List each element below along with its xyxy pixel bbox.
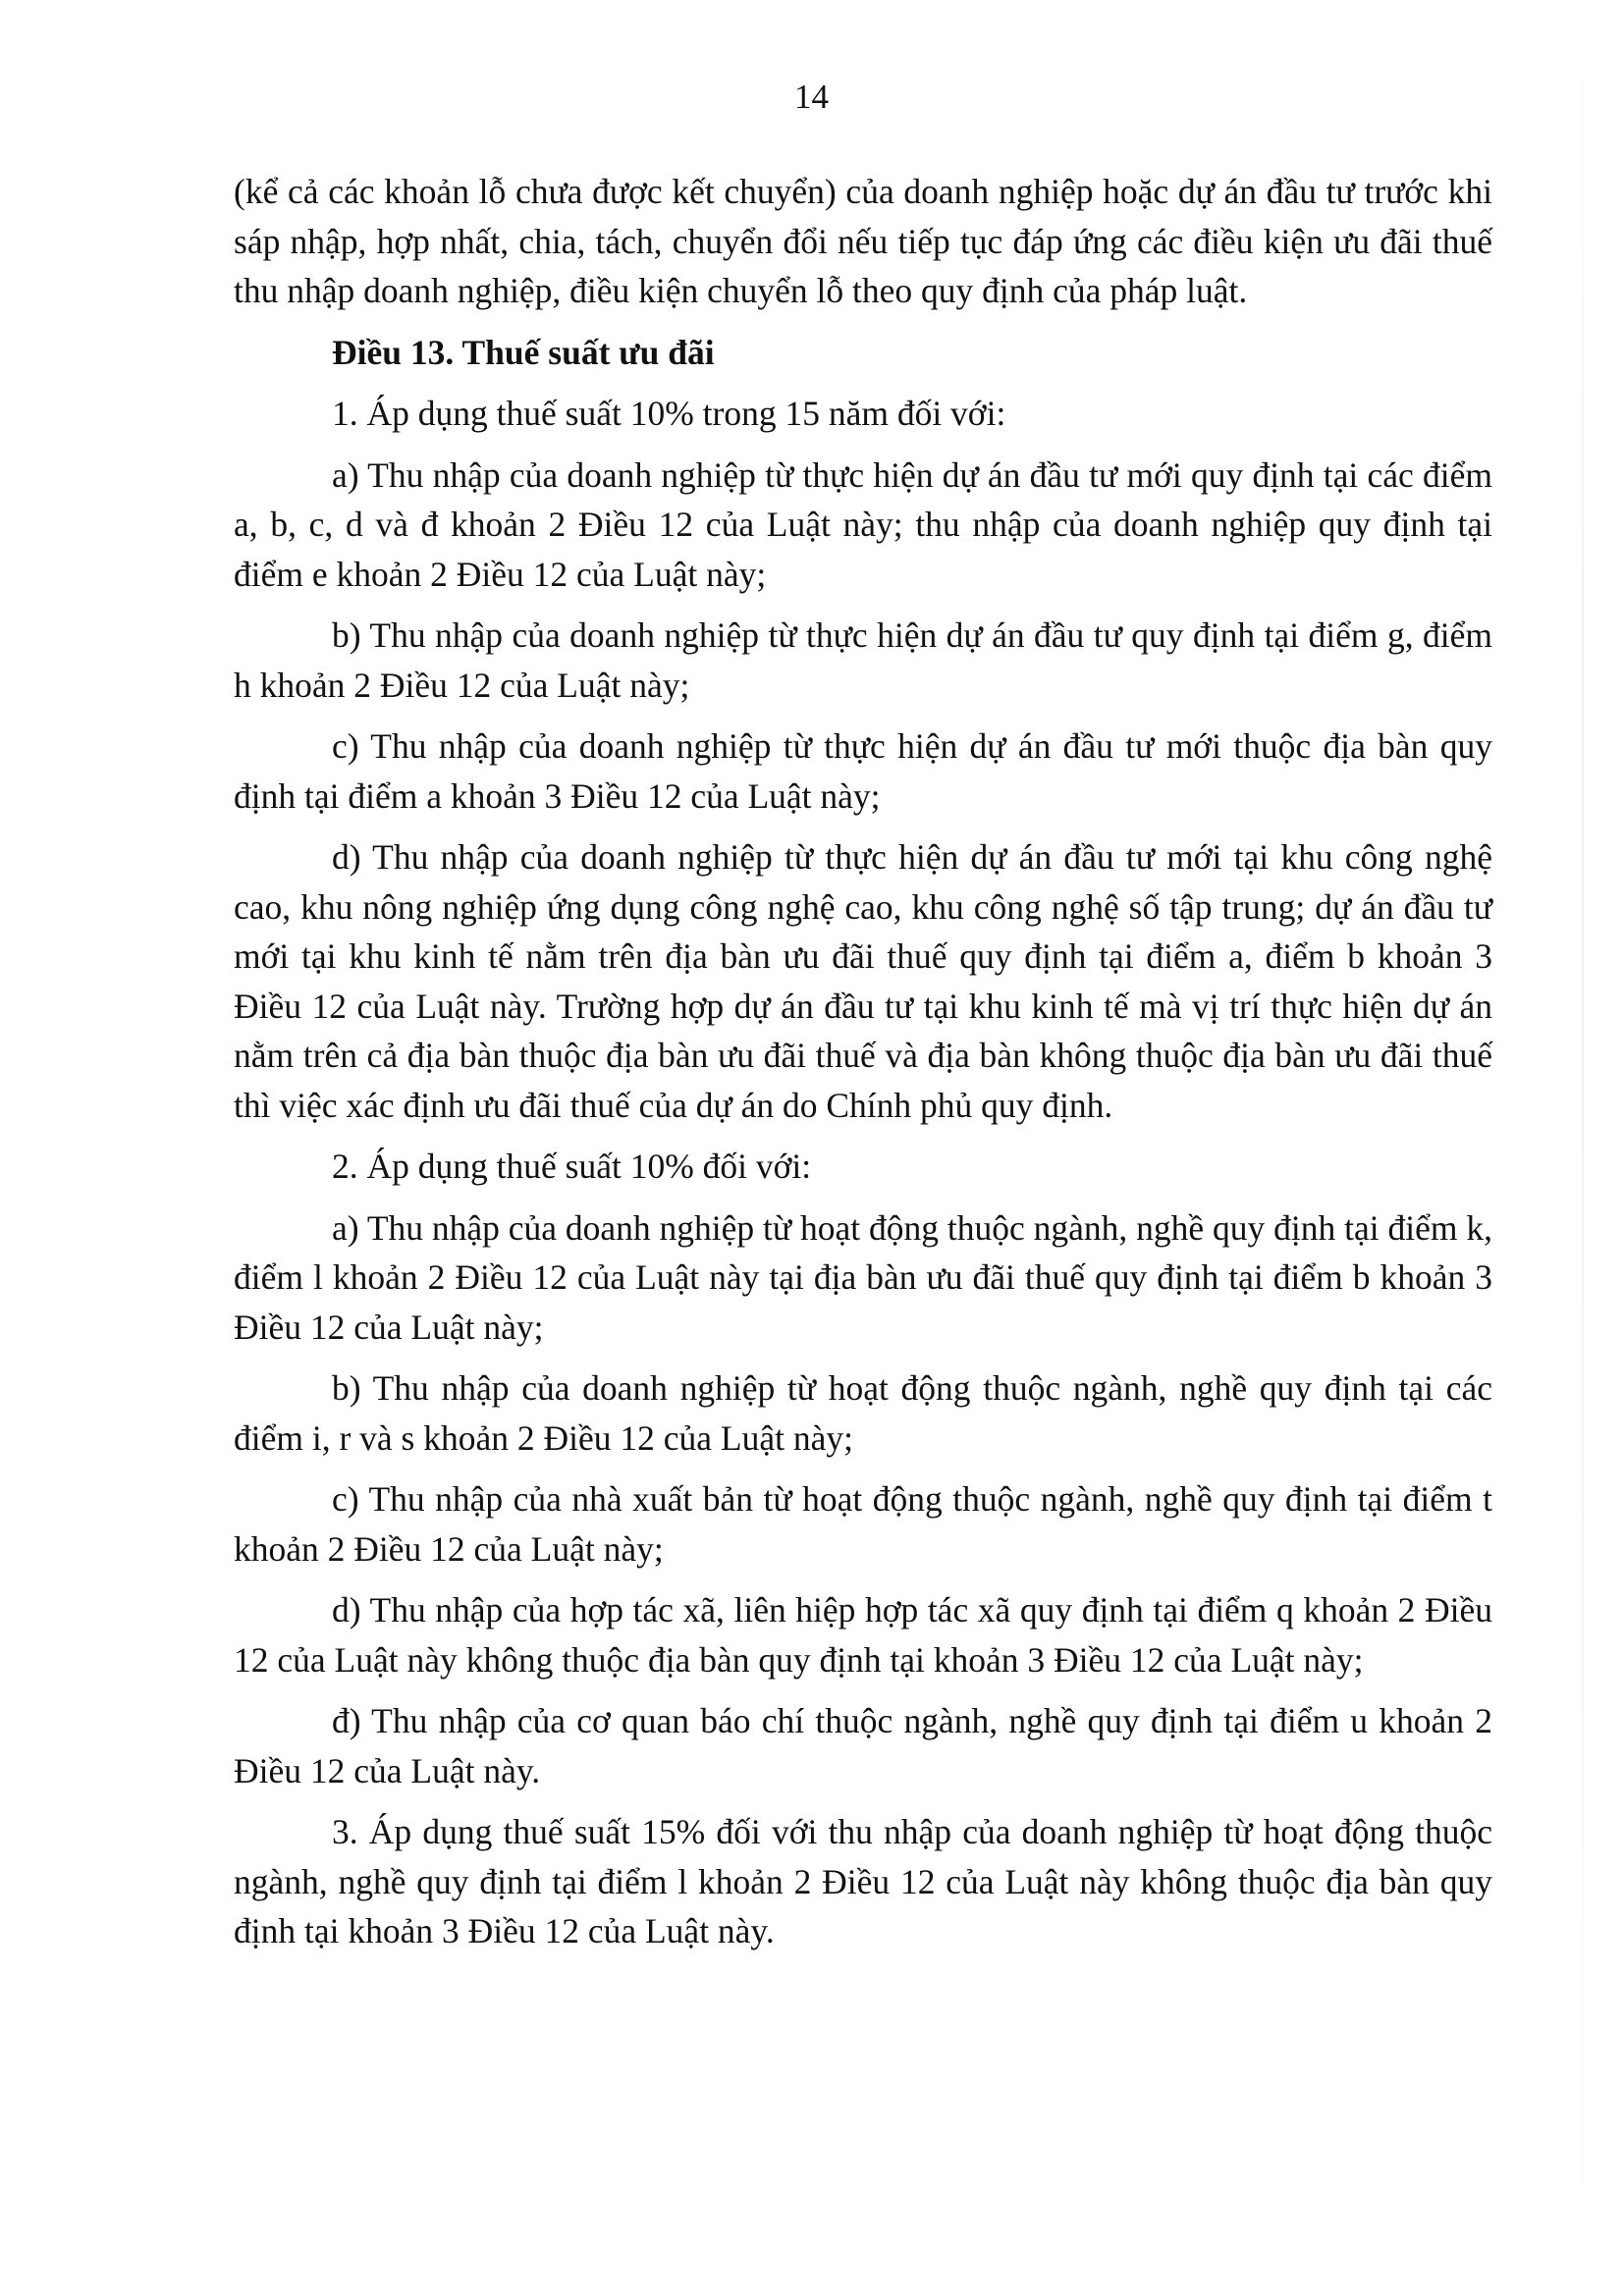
clause-1-point-a: a) Thu nhập của doanh nghiệp từ thực hiện dự án đầu tư mới quy định tại các điểm a, b, c, d và đ khoản 2 Điều 12 của Luật này; thu nhập của doanh nghiệp quy định tại điểm e khoản 2 Điều 12 của Luật này;	[234, 454, 1492, 594]
document-body	[234, 167, 1492, 1968]
clause-3: 3. Áp dụng thuế suất 15% đối với thu nhập của doanh nghiệp từ hoạt động thuộc ngành, nghề quy định tại điểm l khoản 2 Điều 12 của Luật này không thuộc địa bàn quy định tại khoản 3 Điều 12 của Luật này.	[234, 1812, 1492, 1950]
page-number: 14	[794, 78, 829, 116]
clause-1-point-b: b) Thu nhập của doanh nghiệp từ thực hiện dự án đầu tư quy định tại điểm g, điểm h khoản 2 Điều 12 của Luật này;	[234, 615, 1492, 705]
page-edge-shadow	[1582, 0, 1584, 2296]
clause-2: 2. Áp dụng thuế suất 10% đối với:	[332, 1147, 812, 1186]
clause-2-point-dd: đ) Thu nhập của cơ quan báo chí thuộc ngành, nghề quy định tại điểm u khoản 2 Điều 12 của Luật này.	[234, 1701, 1492, 1790]
clause-1-point-c: c) Thu nhập của doanh nghiệp từ thực hiện dự án đầu tư mới thuộc địa bàn quy định tại điểm a khoản 3 Điều 12 của Luật này;	[234, 726, 1492, 816]
clause-2-point-d: d) Thu nhập của hợp tác xã, liên hiệp hợp tác xã quy định tại điểm q khoản 2 Điều 12 của Luật này không thuộc địa bàn quy định tại khoản 3 Điều 12 của Luật này;	[234, 1590, 1492, 1680]
article-heading: Điều 13. Thuế suất ưu đãi	[332, 332, 715, 372]
clause-2-point-a: a) Thu nhập của doanh nghiệp từ hoạt động thuộc ngành, nghề quy định tại điểm k, điểm l khoản 2 Điều 12 của Luật này tại địa bàn ưu đãi thuế quy định tại điểm b khoản 3 Điều 12 của Luật này;	[234, 1207, 1492, 1347]
clause-1: 1. Áp dụng thuế suất 10% trong 15 năm đối với:	[332, 394, 1006, 433]
clause-2-point-c: c) Thu nhập của nhà xuất bản từ hoạt động thuộc ngành, nghề quy định tại điểm t khoản 2 Điều 12 của Luật này;	[234, 1479, 1492, 1569]
clause-2-point-b: b) Thu nhập của doanh nghiệp từ hoạt động thuộc ngành, nghề quy định tại các điểm i, r và s khoản 2 Điều 12 của Luật này;	[234, 1368, 1492, 1458]
clause-1-point-d: d) Thu nhập của doanh nghiệp từ thực hiện dự án đầu tư mới tại khu công nghệ cao, khu nông nghiệp ứng dụng công nghệ cao, khu công nghệ số tập trung; dự án đầu tư mới tại khu kinh tế nằm trên địa bàn ưu đãi thuế quy định tại điểm a, điểm b khoản 3 Điều 12 của Luật này. Trường hợp dự án đầu tư tại khu kinh tế mà vị trí thực hiện dự án nằm trên cả địa bàn thuộc địa bàn ưu đãi thuế và địa bàn không thuộc địa bàn ưu đãi thuế thì việc xác định ưu đãi thuế của dự án do Chính phủ quy định.	[234, 837, 1492, 1125]
paragraph-continuation: (kể cả các khoản lỗ chưa được kết chuyển) của doanh nghiệp hoặc dự án đầu tư trước khi sáp nhập, hợp nhất, chia, tách, chuyển đổi nếu tiếp tục đáp ứng các điều kiện ưu đãi thuế thu nhập doanh nghiệp, điều kiện chuyển lỗ theo quy định của pháp luật.	[234, 172, 1492, 310]
